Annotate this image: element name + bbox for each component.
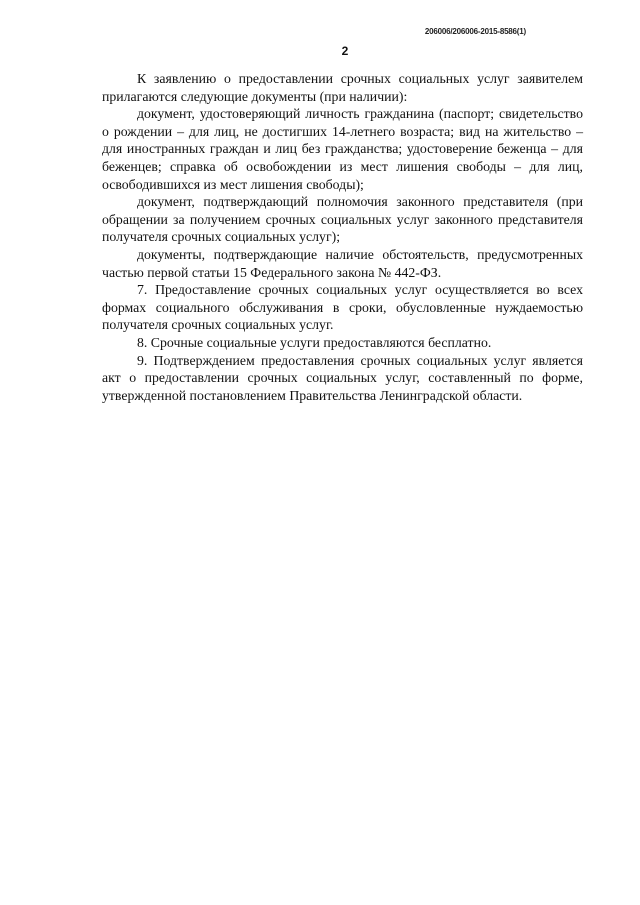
paragraph-documents-intro: К заявлению о предоставлении срочных социальных услуг заявителем прилагаются следующие документы (при наличии):: [102, 71, 583, 104]
paragraph-circumstances-documents: документы, подтверждающие наличие обстоятельств, предусмотренных частью первой статьи 15 Федерального закона № 442-ФЗ.: [102, 246, 583, 280]
page-number: 2: [341, 44, 349, 58]
paragraph-item-8: 8. Срочные социальные услуги предоставляются бесплатно.: [137, 334, 492, 350]
document-id: 206006/206006-2015-8586(1): [424, 27, 526, 36]
paragraph-identity-document: документ, удостоверяющий личность гражданина (паспорт; свидетельство о рождении – для лиц, не достигших 14-летнего возраста; вид на жительство – для иностранных граждан и лиц без гражданства; удостоверение беженца – для беженцев; справка об освобождении из мест лишения свободы – для лиц, освободившихся из мест лишения свободы);: [102, 106, 583, 192]
paragraph-item-7: 7. Предоставление срочных социальных услуг осуществляется во всех формах социального обслуживания в сроки, обусловленные нуждаемостью получателя срочных социальных услуг.: [102, 282, 583, 333]
document-body: [102, 70, 583, 404]
paragraph-item-9: 9. Подтверждением предоставления срочных социальных услуг является акт о предоставлении срочных социальных услуг, составленный по форме, утвержденной постановлением Правительства Ленинградской области.: [102, 352, 583, 403]
paragraph-representative-document: документ, подтверждающий полномочия законного представителя (при обращении за получением срочных социальных услуг законного представителя получателя срочных социальных услуг);: [102, 194, 583, 245]
